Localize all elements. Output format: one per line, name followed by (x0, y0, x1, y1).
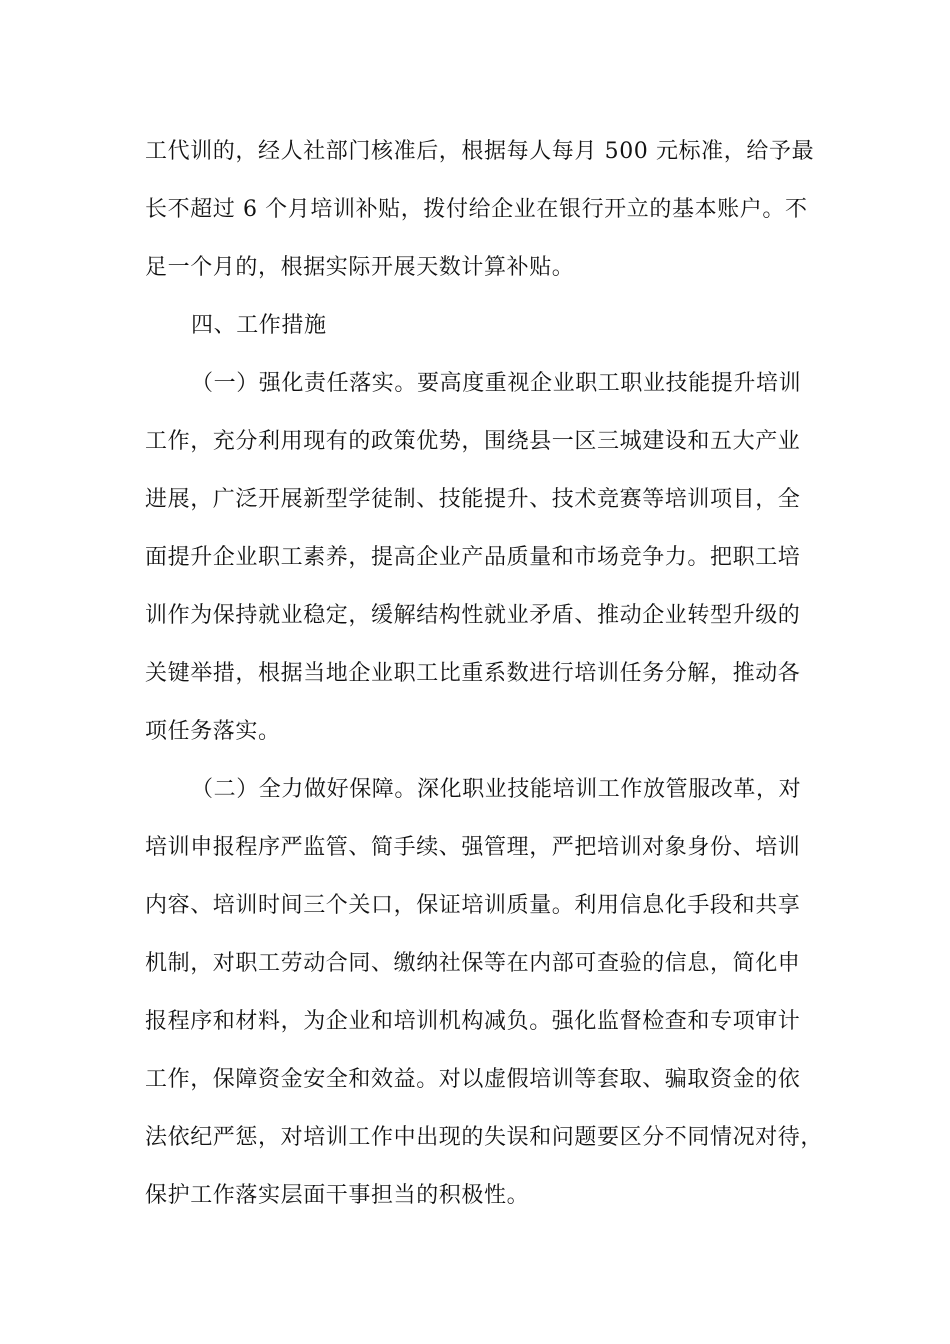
paragraph-line: 机制，对职工劳动合同、缴纳社保等在内部可查验的信息，简化申 (145, 951, 801, 976)
paragraph-line: 项任务落实。 (145, 719, 281, 744)
paragraph-line: 面提升企业职工素养，提高企业产品质量和市场竞争力。把职工培 (145, 545, 801, 570)
paragraph-line: 关键举措，根据当地企业职工比重系数进行培训任务分解，推动各 (145, 661, 801, 686)
paragraph-line: 进展，广泛开展新型学徒制、技能提升、技术竞赛等培训项目，全 (145, 487, 801, 512)
paragraph-line: 法依纪严惩，对培训工作中出现的失误和问题要区分不同情况对待， (145, 1125, 824, 1150)
paragraph-line: 足一个月的，根据实际开展天数计算补贴。 (145, 255, 575, 280)
paragraph-line: 报程序和材料，为企业和培训机构减负。强化监督检查和专项审计 (145, 1009, 801, 1034)
paragraph-line: 训作为保持就业稳定，缓解结构性就业矛盾、推动企业转型升级的 (145, 603, 801, 628)
paragraph-line: 工作，充分利用现有的政策优势，围绕县一区三城建设和五大产业 (145, 429, 801, 454)
paragraph-line: 长不超过 6 个月培训补贴，拨付给企业在银行开立的基本账户。不 (145, 197, 808, 222)
section-heading: 四、工作措施 (191, 313, 327, 338)
paragraph-line: 内容、培训时间三个关口，保证培训质量。利用信息化手段和共享 (145, 893, 801, 918)
paragraph-line: 工代训的，经人社部门核准后，根据每人每月 500 元标准，给予最 (145, 139, 815, 164)
paragraph-line: 保护工作落实层面干事担当的积极性。 (145, 1183, 530, 1208)
paragraph-line: （一）强化责任落实。要高度重视企业职工职业技能提升培训 (191, 371, 802, 396)
paragraph-line: 培训申报程序严监管、简手续、强管理，严把培训对象身份、培训 (145, 835, 801, 860)
paragraph-line: （二）全力做好保障。深化职业技能培训工作放管服改革，对 (191, 777, 802, 802)
paragraph-line: 工作，保障资金安全和效益。对以虚假培训等套取、骗取资金的依 (145, 1067, 801, 1092)
